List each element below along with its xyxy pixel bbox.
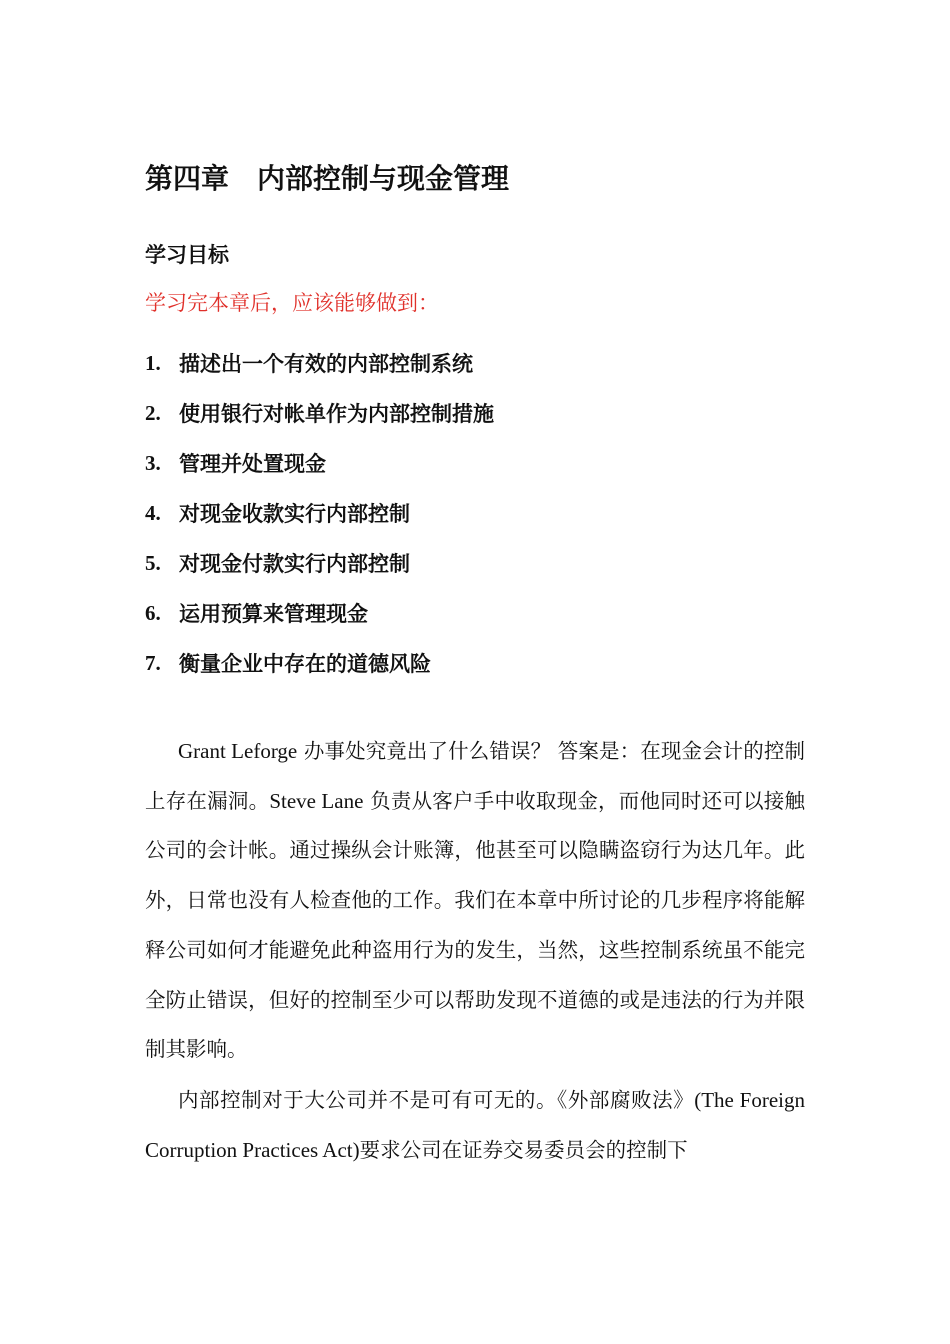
objective-number: 1. <box>145 350 161 375</box>
objective-text: 使用银行对帐单作为内部控制措施 <box>179 402 494 426</box>
objective-text: 运用预算来管理现金 <box>179 602 368 626</box>
objective-text: 对现金付款实行内部控制 <box>179 552 410 576</box>
objective-item <box>145 388 494 438</box>
objective-item <box>145 588 494 638</box>
objective-text: 对现金收款实行内部控制 <box>179 502 410 526</box>
paragraph-text: 负责从客户手中收取现金，而他同时还可以接触公司的会计帐。通过操纵会计账簿，他甚至可以隐瞒盗窃行为达几年。此外，日常也没有人检查他的工作。我们在本章中所讨论的几步程序将能解释公司如何才能避免此种盗用行为的发生，当然，这些控制系统虽不能完全防止错误，但好的控制至少可以帮助发现不道德的或是违法的行为并限制其影响。 <box>145 788 806 1062</box>
person-name: Grant Leforge <box>178 739 298 763</box>
person-name: Steve Lane <box>269 788 364 813</box>
objective-text: 衡量企业中存在的道德风险 <box>179 652 431 676</box>
objective-item <box>145 638 494 688</box>
paragraph-text: 办事处究竟出了什么错误？ 答案是：在现金会计的控制上存在漏洞。 <box>145 739 806 813</box>
objectives-list <box>145 338 494 688</box>
objective-item <box>145 338 494 388</box>
objective-number: 7. <box>145 650 161 675</box>
objective-number: 5. <box>145 550 161 575</box>
objective-text: 管理并处置现金 <box>179 452 326 476</box>
paragraph-text: 内部控制对于大公司并不是可有可无的。《外部腐败法》 <box>178 1088 695 1112</box>
objectives-heading: 学习目标 <box>145 243 229 267</box>
objective-number: 2. <box>145 400 161 425</box>
objective-number: 3. <box>145 450 161 475</box>
objective-item <box>145 538 494 588</box>
objective-item <box>145 488 494 538</box>
objectives-intro: 学习完本章后，应该能够做到： <box>145 291 439 315</box>
body-paragraph-1 <box>145 727 805 1075</box>
objective-number: 6. <box>145 600 161 625</box>
body-paragraph-2 <box>145 1076 805 1175</box>
objective-number: 4. <box>145 500 161 525</box>
objective-text: 描述出一个有效的内部控制系统 <box>179 352 473 376</box>
paragraph-text: 要求公司在证券交易委员会的控制下 <box>359 1137 688 1162</box>
objective-item <box>145 438 494 488</box>
act-name: (The Foreign Corruption Practices Act) <box>145 1088 805 1162</box>
chapter-title: 第四章 内部控制与现金管理 <box>145 162 510 195</box>
